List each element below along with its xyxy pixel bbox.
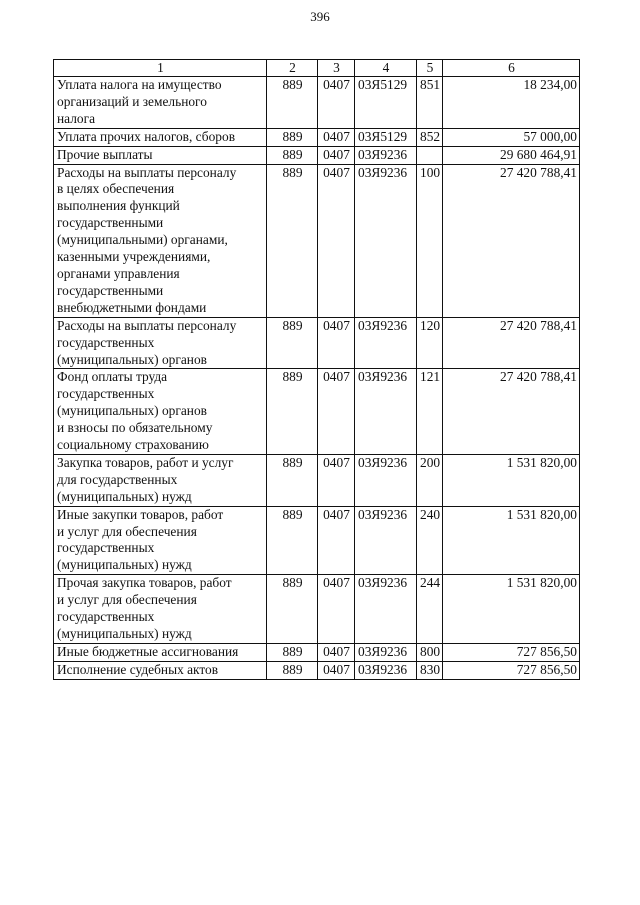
- cell-name: Расходы на выплаты персоналу государственных (муниципальных) органов: [54, 317, 267, 369]
- cell-code: 889: [267, 369, 318, 455]
- cell-section: 0407: [318, 77, 355, 129]
- cell-code: 889: [267, 164, 318, 317]
- cell-type: 121: [417, 369, 443, 455]
- cell-name: Расходы на выплаты персоналу в целях обеспечения выполнения функций государственными (муниципальными) органами, казенными учреждениями, органами управления государственными внебюджетными фондами: [54, 164, 267, 317]
- cell-type: 240: [417, 506, 443, 575]
- cell-type: 852: [417, 128, 443, 146]
- table-row: [54, 643, 580, 661]
- cell-target: 03Я9236: [355, 643, 417, 661]
- cell-name: Прочая закупка товаров, работ и услуг для обеспечения государственных (муниципальных) нужд: [54, 575, 267, 644]
- cell-code: 889: [267, 317, 318, 369]
- table-row: [54, 317, 580, 369]
- column-header-section: 3: [318, 60, 355, 77]
- cell-type: 100: [417, 164, 443, 317]
- table-row: [54, 164, 580, 317]
- cell-type: 851: [417, 77, 443, 129]
- cell-section: 0407: [318, 506, 355, 575]
- table-body: [54, 77, 580, 680]
- table-row: [54, 661, 580, 679]
- cell-name: Фонд оплаты труда государственных (муниципальных) органов и взносы по обязательному социальному страхованию: [54, 369, 267, 455]
- cell-type: 830: [417, 661, 443, 679]
- cell-amount: 727 856,50: [443, 661, 580, 679]
- cell-amount: 27 420 788,41: [443, 164, 580, 317]
- cell-target: 03Я9236: [355, 317, 417, 369]
- cell-target: 03Я5129: [355, 128, 417, 146]
- table-row: [54, 128, 580, 146]
- cell-code: 889: [267, 146, 318, 164]
- column-header-name: 1: [54, 60, 267, 77]
- cell-target: 03Я9236: [355, 454, 417, 506]
- cell-code: 889: [267, 643, 318, 661]
- cell-code: 889: [267, 575, 318, 644]
- cell-code: 889: [267, 454, 318, 506]
- cell-target: 03Я9236: [355, 164, 417, 317]
- cell-name: Исполнение судебных актов: [54, 661, 267, 679]
- column-header-amount: 6: [443, 60, 580, 77]
- cell-amount: 57 000,00: [443, 128, 580, 146]
- cell-name: Прочие выплаты: [54, 146, 267, 164]
- cell-name: Иные бюджетные ассигнования: [54, 643, 267, 661]
- cell-target: 03Я9236: [355, 369, 417, 455]
- cell-amount: 18 234,00: [443, 77, 580, 129]
- cell-target: 03Я9236: [355, 661, 417, 679]
- cell-target: 03Я9236: [355, 506, 417, 575]
- cell-amount: 27 420 788,41: [443, 317, 580, 369]
- cell-code: 889: [267, 506, 318, 575]
- cell-code: 889: [267, 128, 318, 146]
- cell-type: 200: [417, 454, 443, 506]
- cell-target: 03Я9236: [355, 575, 417, 644]
- cell-section: 0407: [318, 643, 355, 661]
- cell-type: 244: [417, 575, 443, 644]
- cell-type: 120: [417, 317, 443, 369]
- cell-type: 800: [417, 643, 443, 661]
- page-number: 396: [310, 9, 330, 24]
- column-header-type: 5: [417, 60, 443, 77]
- cell-amount: 1 531 820,00: [443, 454, 580, 506]
- table-header-row: [54, 60, 580, 77]
- cell-type: [417, 146, 443, 164]
- cell-code: 889: [267, 77, 318, 129]
- cell-name: Закупка товаров, работ и услуг для государственных (муниципальных) нужд: [54, 454, 267, 506]
- cell-section: 0407: [318, 164, 355, 317]
- cell-name: Иные закупки товаров, работ и услуг для обеспечения государственных (муниципальных) нужд: [54, 506, 267, 575]
- cell-amount: 727 856,50: [443, 643, 580, 661]
- cell-name: Уплата налога на имущество организаций и земельного налога: [54, 77, 267, 129]
- cell-amount: 1 531 820,00: [443, 506, 580, 575]
- cell-code: 889: [267, 661, 318, 679]
- table-row: [54, 77, 580, 129]
- cell-section: 0407: [318, 661, 355, 679]
- cell-section: 0407: [318, 369, 355, 455]
- table-row: [54, 369, 580, 455]
- column-header-target: 4: [355, 60, 417, 77]
- cell-section: 0407: [318, 146, 355, 164]
- table-row: [54, 146, 580, 164]
- cell-amount: 29 680 464,91: [443, 146, 580, 164]
- table-row: [54, 454, 580, 506]
- table-row: [54, 575, 580, 644]
- cell-section: 0407: [318, 128, 355, 146]
- budget-table: [53, 59, 580, 680]
- column-header-code: 2: [267, 60, 318, 77]
- cell-section: 0407: [318, 575, 355, 644]
- cell-amount: 1 531 820,00: [443, 575, 580, 644]
- cell-target: 03Я9236: [355, 146, 417, 164]
- cell-amount: 27 420 788,41: [443, 369, 580, 455]
- cell-section: 0407: [318, 454, 355, 506]
- cell-target: 03Я5129: [355, 77, 417, 129]
- cell-section: 0407: [318, 317, 355, 369]
- cell-name: Уплата прочих налогов, сборов: [54, 128, 267, 146]
- table-row: [54, 506, 580, 575]
